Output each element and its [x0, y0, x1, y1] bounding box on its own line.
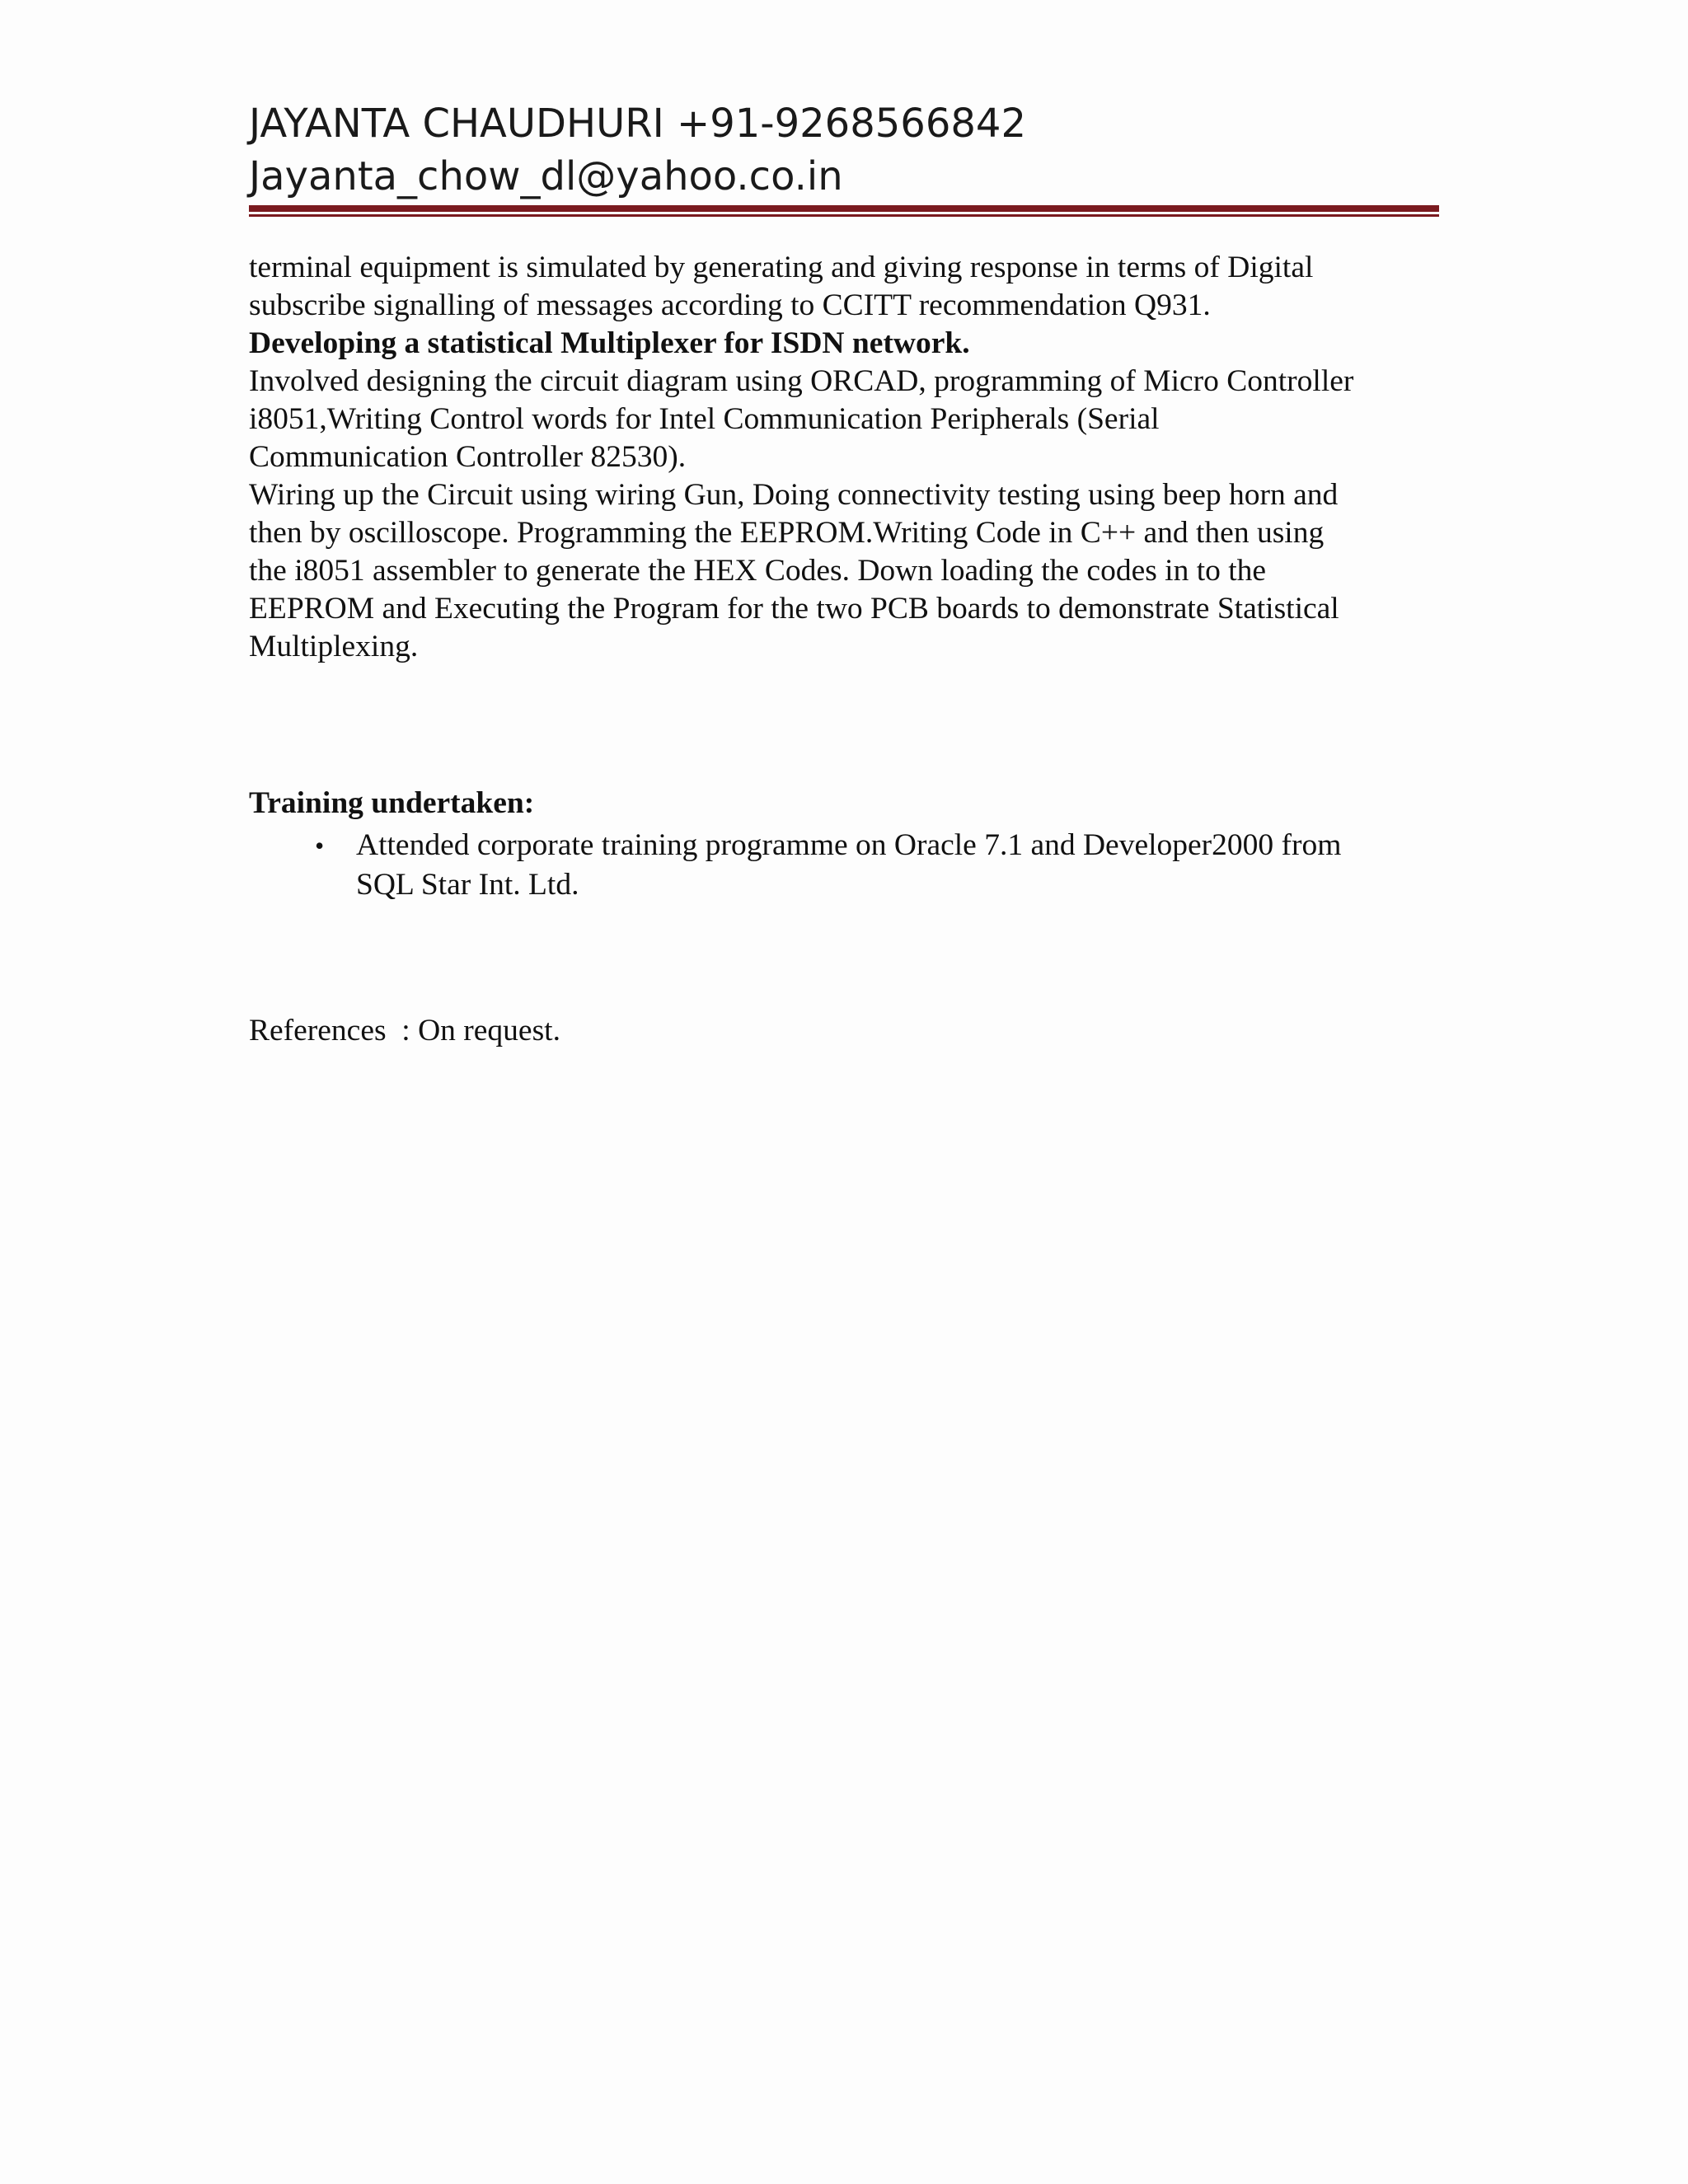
project-line: then by oscilloscope. Programming the EEPROM.Writing Code in C++ and then using [249, 516, 1325, 550]
header-rule-thick [249, 205, 1439, 212]
project-line: Multiplexing. [249, 630, 419, 663]
list-item [249, 826, 1452, 905]
project-line: Involved designing the circuit diagram using ORCAD, programming of Micro Controller [249, 364, 1354, 398]
training-heading: Training undertaken: [249, 786, 535, 820]
resume-header [249, 97, 1439, 203]
bullet-icon: • [315, 831, 325, 860]
training-item-line: SQL Star Int. Ltd. [356, 868, 579, 902]
body-line: terminal equipment is simulated by generating and giving response in terms of Digital [249, 251, 1314, 284]
project-line: EEPROM and Executing the Program for the two PCB boards to demonstrate Statistical [249, 592, 1339, 626]
project-line: Communication Controller 82530). [249, 440, 687, 474]
references-line: References : On request. [249, 1014, 560, 1047]
training-list [249, 826, 1452, 905]
project-description [249, 249, 1452, 666]
body-line: subscribe signalling of messages according to CCITT recommendation Q931. [249, 288, 1211, 322]
training-item-line: Attended corporate training programme on Oracle 7.1 and Developer2000 from [356, 828, 1342, 862]
name-phone-line: JAYANTA CHAUDHURI +91-9268566842 [249, 101, 1026, 147]
project-line: Wiring up the Circuit using wiring Gun, Doing connectivity testing using beep horn and [249, 478, 1339, 512]
project-line: i8051,Writing Control words for Intel Communication Peripherals (Serial [249, 402, 1160, 436]
project-line: the i8051 assembler to generate the HEX Codes. Down loading the codes in to the [249, 554, 1267, 588]
header-rule-thin [249, 214, 1439, 217]
project-title: Developing a statistical Multiplexer for ISDN network. [249, 326, 970, 360]
email-line: Jayanta_chow_dl@yahoo.co.in [249, 153, 843, 199]
